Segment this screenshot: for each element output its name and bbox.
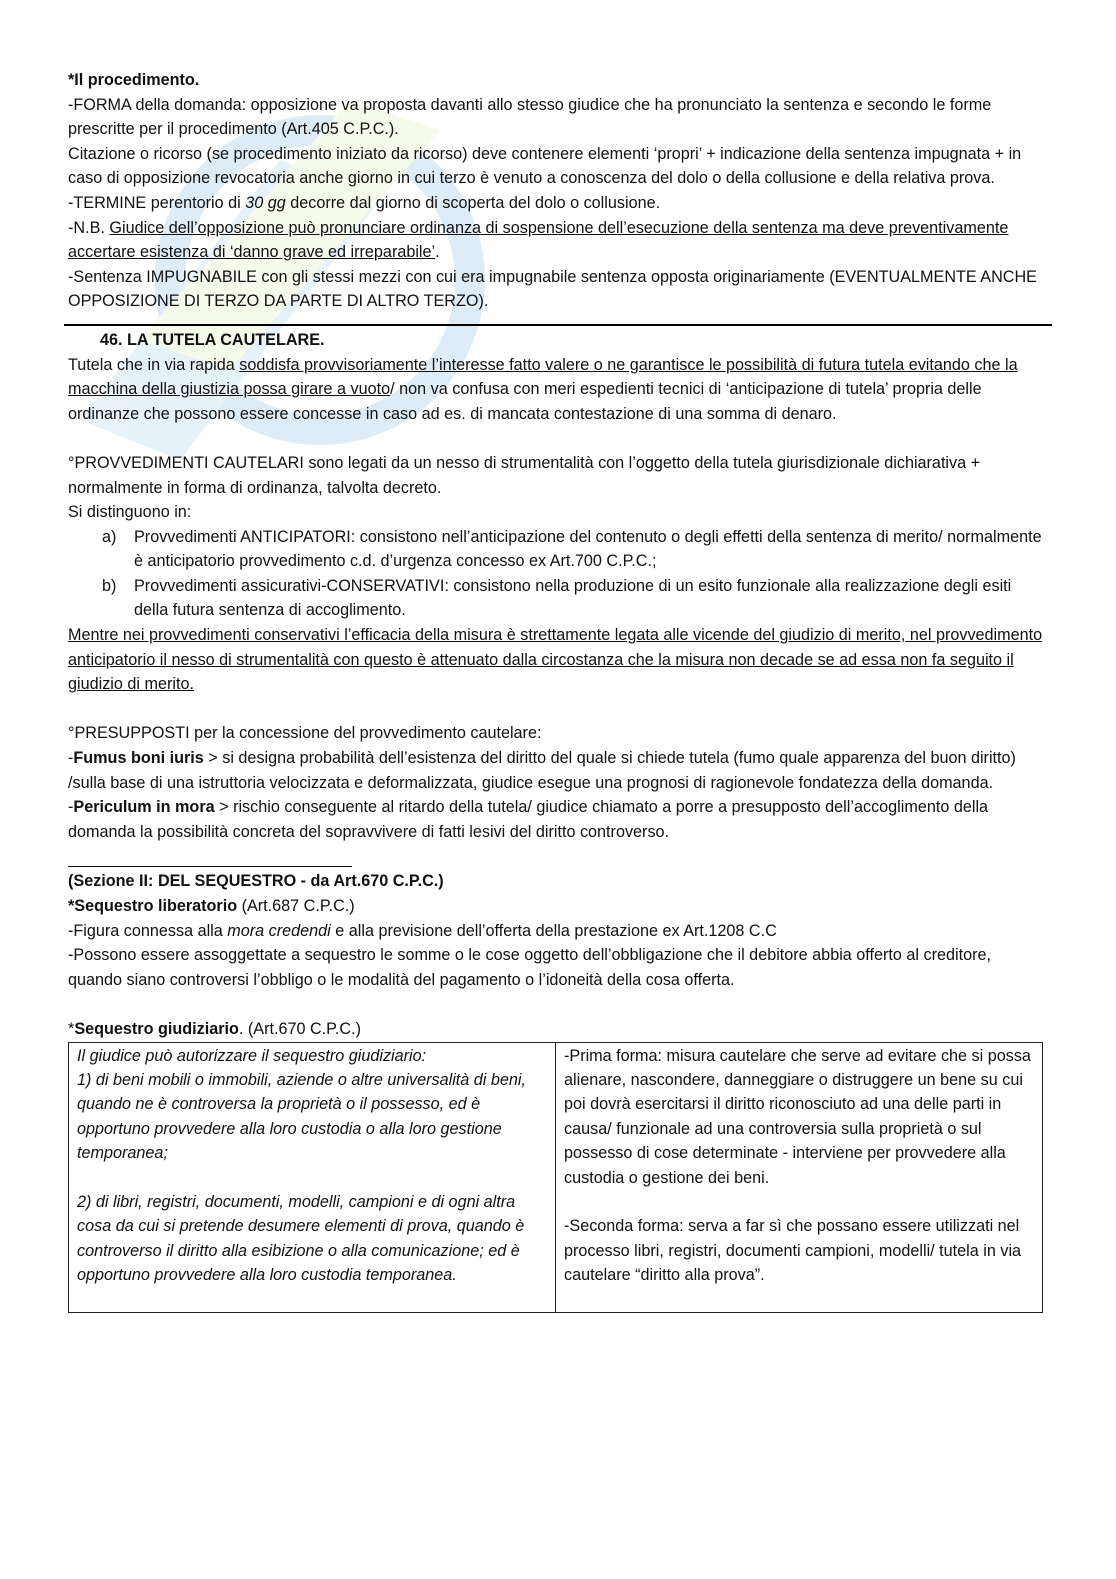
fumus-paragraph: -Fumus boni iuris > si designa probabilità dell’esistenza del diritto del quale si chiede tutela (fumo quale apparenza del buon diritto) /sulla base di una istruttoria velocizzata e deformalizzata, giudice esegue una prognosi di ragionevole fondatezza della domanda.	[68, 749, 1016, 792]
intro-underlined: soddisfa provvisoriamente l’interesse fatto valere o ne garantisce le possibilità di futura tutela evitando che la macchina della giustizia possa girare a vuoto	[68, 355, 1018, 399]
liberatorio-ref: (Art.687 C.P.C.)	[237, 897, 355, 915]
list-item	[68, 525, 1048, 574]
comment-seconda-forma: -Seconda forma: serva a far sì che possano essere utilizzati nel processo libri, registri, documenti campioni, modelli/ tutela in via cautelare “diritto alla prova”.	[564, 1217, 1022, 1285]
liberatorio-text: -Figura connessa alla	[68, 921, 228, 940]
nb-underlined: Giudice dell’opposizione può pronunciare ordinanza di sospensione dell’esecuzione della sentenza ma deve preventivamente accertare esistenza di ‘danno grave ed irreparabile’	[68, 218, 1009, 262]
procedimento-termine	[68, 191, 1048, 216]
nb-end: .	[435, 243, 440, 262]
intro-text-end: / non va confusa con meri espedienti tecnici di ‘anticipazione di tutela’ propria delle ordinanze che possono essere concesse in caso ad es. di mancata contestazione di una somma di denaro.	[68, 380, 982, 423]
table-cell-comment	[556, 1042, 1043, 1312]
fumus-term: Fumus boni iuris	[73, 749, 204, 768]
section-divider	[64, 324, 1052, 326]
termine-text: -TERMINE perentorio di	[68, 193, 246, 212]
section-46-heading: 46. LA TUTELA CAUTELARE.	[100, 330, 325, 349]
periculum-term: Periculum in mora	[73, 798, 215, 817]
table-cell-article	[69, 1042, 556, 1312]
giudiziario-ref: . (Art.670 C.P.C.)	[238, 1019, 361, 1038]
tutela-intro	[68, 353, 1048, 427]
procedimento-citazione: Citazione o ricorso (se procedimento iniziato da ricorso) deve contenere elementi ‘propri’ + indicazione della sentenza impugnata + in caso di opposizione revocatoria anche giorno in cui terzo è venuto a conoscenza del dolo o della collusione e della relativa prova.	[68, 144, 1022, 188]
presupposti-title: °PRESUPPOSTI per la concessione del provvedimento cautelare:	[68, 724, 542, 743]
liberatorio-line2: -Possono essere assoggettate a sequestro le somme o le cose oggetto dell’obbligazione che il debitore abbia offerto al creditore, quando siano controversi l’obbligo o le modalità del pagamento o l’idoneità della cosa offerta.	[68, 946, 991, 989]
liberatorio-line1	[68, 919, 1048, 944]
periculum-text: > rischio conseguente al ritardo della tutela/ giudice chiamato a porre a presupposto dell’accoglimento della domanda la possibilità concreta del sopravvivere di fatti lesivi del diritto controverso.	[68, 798, 989, 841]
periculum-paragraph: -Periculum in mora > rischio conseguente al ritardo della tutela/ giudice chiamato a porre a presupposto dell’accoglimento della domanda la possibilità concreta del sopravvivere di fatti lesivi del diritto controverso.	[68, 798, 989, 841]
liberatorio-term: *Sequestro liberatorio	[68, 897, 238, 915]
document-body	[68, 68, 1048, 1313]
list-item-text: Provvedimenti assicurativi-CONSERVATIVI: consistono nella produzione di un esito funzionale alla realizzazione degli esiti della futura sentenza di accoglimento.	[134, 576, 1012, 620]
list-item-text: Provvedimenti ANTICIPATORI: consistono nell’anticipazione del contenuto o degli effetti della sentenza di merito/ normalmente è anticipatorio provvedimento c.d. d’urgenza concesso ex Art.700 C.P.C.;	[134, 527, 1042, 571]
short-divider	[68, 866, 352, 867]
provvedimenti-list	[68, 525, 1048, 623]
mora-credendi: mora credendi	[227, 921, 331, 940]
sezione-ii-heading: (Sezione II: DEL SEQUESTRO - da Art.670 C.P.C.)	[68, 872, 444, 891]
nb-label: -N.B.	[68, 218, 110, 237]
list-item	[68, 574, 1048, 623]
distinguono-label: Si distinguono in:	[68, 503, 192, 522]
intro-text: Tutela che in via rapida	[68, 355, 240, 374]
sequestro-liberatorio-heading	[68, 894, 1048, 919]
article-point-2: 2) di libri, registri, documenti, modelli, campioni e di ogni altra cosa da cui si pretende desumere elementi di prova, quando è controverso il diritto alla esibizione o alla comunicazione; ed è opportuno provvedere alla loro custodia temporanea.	[77, 1192, 525, 1285]
termine-text-end: decorre dal giorno di scoperta del dolo o collusione.	[285, 193, 661, 212]
fumus-text: > si designa probabilità dell’esistenza del diritto del quale si chiede tutela (fumo quale apparenza del buon diritto) /sulla base di una istruttoria velocizzata e deformalizzata, giudice esegue una prognosi di ragionevole fondatezza della domanda.	[68, 749, 1016, 792]
giudiziario-term: Sequestro giudiziario	[74, 1019, 239, 1038]
procedimento-forma: -FORMA della domanda: opposizione va proposta davanti allo stesso giudice che ha pronunciato la sentenza e secondo le forme prescritte per il procedimento (Art.405 C.P.C.).	[68, 95, 992, 139]
article-point-1: 1) di beni mobili o immobili, aziende o altre universalità di beni, quando ne è controversa la proprietà o il possesso, ed è opportuno provvedere alla loro custodia o alla loro gestione temporanea;	[77, 1070, 526, 1163]
provvedimenti-paragraph: °PROVVEDIMENTI CAUTELARI sono legati da un nesso di strumentalità con l’oggetto della tutela giurisdizionale dichiarativa + normalmente in forma di ordinanza, talvolta decreto.	[68, 453, 981, 497]
list-marker: a)	[102, 527, 117, 546]
comment-prima-forma: -Prima forma: misura cautelare che serve ad evitare che si possa alienare, nascondere, danneggiare o distruggere un bene su cui poi dovrà esercitarsi il diritto riconosciuto ad una delle parti in causa/ funzionale ad una controversia sulla proprietà o sul possesso di cose determinate - interviene per provvedere alla custodia o gestione dei beni.	[564, 1046, 1031, 1187]
sequestro-giudiziario-heading: *Sequestro giudiziario. (Art.670 C.P.C.)	[68, 1019, 361, 1038]
procedimento-nb	[68, 216, 1048, 265]
procedimento-sentenza: -Sentenza IMPUGNABILE con gli stessi mezzi con cui era impugnabile sentenza opposta originariamente (EVENTUALMENTE ANCHE OPPOSIZIONE DI TERZO DA PARTE DI ALTRO TERZO).	[68, 267, 1037, 311]
article-intro: Il giudice può autorizzare il sequestro giudiziario:	[77, 1046, 427, 1065]
sequestro-table	[68, 1042, 1043, 1313]
mentre-paragraph: Mentre nei provvedimenti conservativi l’efficacia della misura è strettamente legata alle vicende del giudizio di merito, nel provvedimento anticipatorio il nesso di strumentalità con questo è attenuato dalla circostanza che la misura non decade se ad essa non fa seguito il giudizio di merito.	[68, 626, 1043, 694]
table-row	[69, 1042, 1043, 1312]
list-marker: b)	[102, 576, 117, 595]
procedimento-heading: *Il procedimento.	[68, 71, 200, 89]
termine-days: 30 gg	[245, 193, 286, 212]
liberatorio-text-end: e alla previsione dell’offerta della prestazione ex Art.1208 C.C	[330, 921, 777, 940]
